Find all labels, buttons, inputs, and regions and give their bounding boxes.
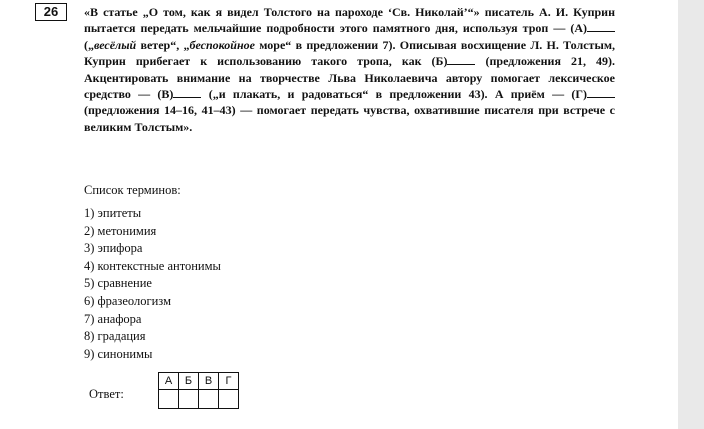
task-text: «В статье „О том, как я видел Толстого на пароходе ‘Св. Николай’“» писатель А. И. Куприн пытается передать мельчайшие подробности этого памятного дня, используя троп — (А) („весёлый ветер“, „беспокойное море“ в предложении 7). Описывая восхищение Л. Н. Толстым, Куприн прибегает к использованию такого тропа, как (Б) (предложения 21, 49). Акцентировать внимание на творчестве Льва Николаевича автору помогает лексическое средство — (В) („и плакать, и радоваться“ в предложении 43). А приём — (Г) (предложения 14–16, 41–43) — помогает передать чувства, охватившие писателя при встрече с великим Толстым». bbox=[84, 5, 615, 134]
term-item: 4) контекстные антонимы bbox=[84, 258, 221, 273]
term-item: 7) анафора bbox=[84, 311, 142, 326]
right-margin-strip bbox=[678, 0, 704, 429]
term-item: 5) сравнение bbox=[84, 276, 152, 291]
term-item: 3) эпифора bbox=[84, 241, 143, 256]
answer-cell-g[interactable] bbox=[219, 390, 239, 409]
answer-cell-b[interactable] bbox=[179, 390, 199, 409]
term-item: 6) фразеологизм bbox=[84, 293, 171, 308]
blank-v bbox=[173, 87, 201, 98]
term-item: 1) эпитеты bbox=[84, 206, 142, 220]
blank-g bbox=[587, 87, 615, 98]
blank-a bbox=[587, 21, 615, 32]
answer-label: Ответ: bbox=[89, 387, 124, 401]
terms-list bbox=[84, 205, 221, 363]
term-item: 9) синонимы bbox=[84, 346, 153, 361]
blank-b bbox=[447, 54, 475, 65]
answer-header-a: А bbox=[159, 373, 179, 390]
answer-header-b: Б bbox=[179, 373, 199, 390]
example-word-1: весёлый bbox=[94, 37, 137, 52]
term-item: 2) метонимия bbox=[84, 223, 157, 238]
task-text-intro: «В статье „О том, как я видел Толстого на пароходе ‘Св. Николай’“» писатель А. И. Куприн пытается передать мельчайшие подробности этого памятного дня, используя троп — (А) bbox=[84, 5, 615, 36]
answer-cell-v[interactable] bbox=[199, 390, 219, 409]
answer-table bbox=[158, 372, 239, 409]
example-word-2: беспокойное bbox=[189, 37, 255, 52]
answer-header-v: В bbox=[199, 373, 219, 390]
term-item: 8) градация bbox=[84, 329, 146, 344]
answer-header-g: Г bbox=[219, 373, 239, 390]
terms-list-heading: Список терминов: bbox=[84, 183, 181, 197]
task-number: 26 bbox=[35, 3, 67, 21]
answer-cell-a[interactable] bbox=[159, 390, 179, 409]
